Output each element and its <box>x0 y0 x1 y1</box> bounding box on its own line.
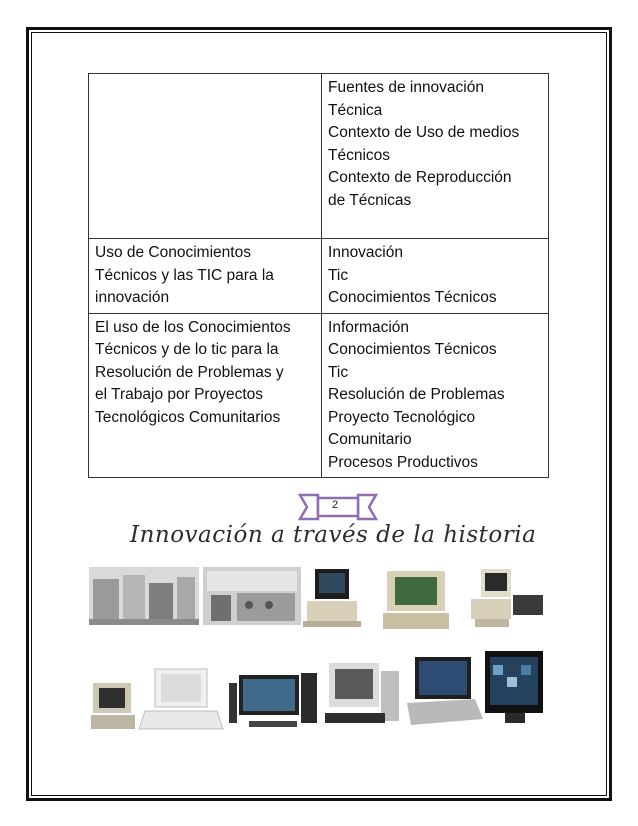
cell-line: Técnicos y de lo tic para la <box>95 341 279 358</box>
small-crt-image <box>91 683 135 729</box>
white-laptop-image <box>139 669 223 729</box>
table-row <box>89 239 549 314</box>
cell-line: Innovación <box>328 244 403 261</box>
early-desktop-image <box>303 569 361 627</box>
content-table <box>88 73 549 478</box>
table-cell-right <box>322 74 549 239</box>
table-cell-left <box>89 74 322 239</box>
table-cell-right <box>322 239 549 314</box>
crt-desktop-image <box>325 663 399 723</box>
cell-line: Técnicos <box>328 146 391 164</box>
table-cell-left <box>89 313 322 478</box>
cell-line: de Técnicas <box>328 191 412 209</box>
cell-line: Conocimientos Técnicos <box>328 289 497 306</box>
mainframe-room-image <box>89 567 199 625</box>
touchscreen-pc-image <box>485 651 543 723</box>
cell-line: Tic <box>328 363 349 381</box>
cell-line: Resolución de Problemas y <box>95 363 284 381</box>
cell-line: Conocimientos Técnicos <box>328 341 497 358</box>
cell-line: Tecnológicos Comunitarios <box>95 408 281 426</box>
table-cell-left <box>89 239 322 314</box>
modern-laptop-image <box>407 657 483 725</box>
beige-pc-image <box>383 571 449 629</box>
cell-line: Información <box>328 318 409 336</box>
table-cell-right <box>322 313 549 478</box>
cell-line: Uso de Conocimientos <box>95 244 251 261</box>
cell-line: el Trabajo por Proyectos <box>95 386 264 403</box>
cell-line: Contexto de Uso de medios <box>328 124 520 141</box>
table-row <box>89 74 549 239</box>
widescreen-pc-image <box>229 673 317 727</box>
table-row <box>89 313 549 478</box>
cell-line: Fuentes de innovación <box>328 79 484 96</box>
cell-line: innovación <box>95 289 170 306</box>
cell-line: Técnicos y las TIC para la <box>95 266 274 284</box>
cell-line: El uso de los Conocimientos <box>95 318 291 336</box>
control-room-image <box>203 567 301 625</box>
cell-line: Proyecto Tecnológico <box>328 408 476 426</box>
section-title: Innovación a través de la historia <box>130 522 537 548</box>
apple-computer-image <box>471 569 543 627</box>
cell-line: Comunitario <box>328 431 412 448</box>
computer-history-collage <box>89 565 546 737</box>
cell-line: Procesos Productivos <box>328 453 478 471</box>
cell-line: Tic <box>328 266 349 284</box>
cell-line: Técnica <box>328 101 383 119</box>
cell-line: Contexto de Reproducción <box>328 169 512 186</box>
cell-line: Resolución de Problemas <box>328 386 505 403</box>
page-number: 2 <box>331 499 339 511</box>
